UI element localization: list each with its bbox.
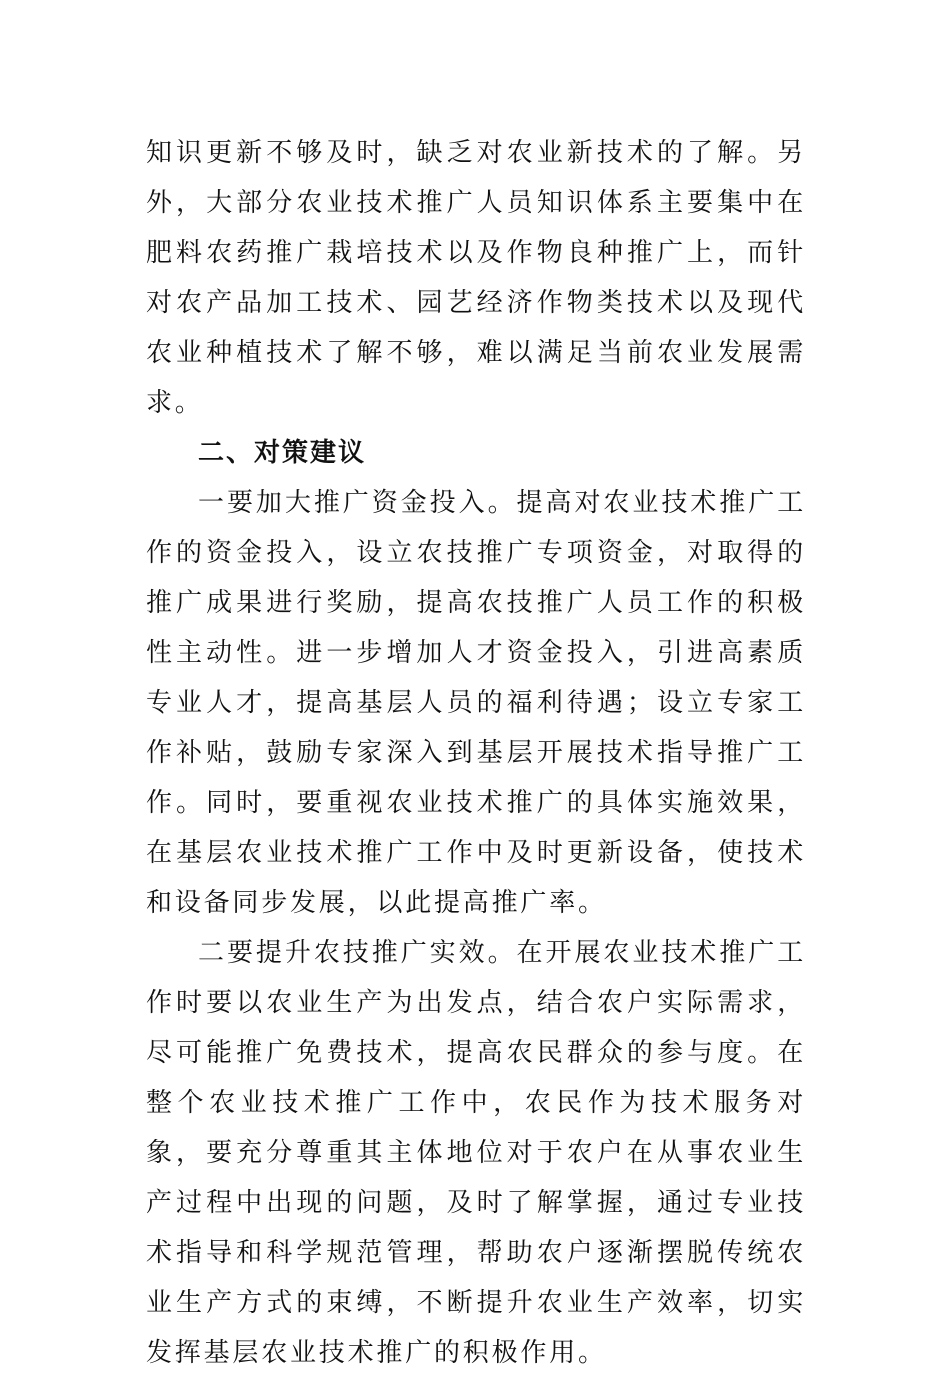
body-paragraph-effectiveness: 二要提升农技推广实效。在开展农业技术推广工作时要以农业生产为出发点，结合农户实际需求，尽可能推广免费技术，提高农民群众的参与度。在整个农业技术推广工作中，农民作为技术服务对象，要充分尊重其主体地位对于农户在从事农业生产过程中出现的问题，及时了解掌握，通过专业技术指导和科学规范管理，帮助农户逐渐摆脱传统农业生产方式的束缚，不断提升农业生产效率，切实发挥基层农业技术推广的积极作用。 <box>146 938 806 1368</box>
body-paragraph-continuation: 知识更新不够及时，缺乏对农业新技术的了解。另外，大部分农业技术推广人员知识体系主要集中在肥料农药推广栽培技术以及作物良种推广上，而针对农产品加工技术、园艺经济作物类技术以及现代农业种植技术了解不够，难以满足当前农业发展需求。 <box>146 138 806 418</box>
document-body <box>146 128 806 1378</box>
section-heading: 二、对策建议 <box>198 438 367 468</box>
body-paragraph-funding: 一要加大推广资金投入。提高对农业技术推广工作的资金投入，设立农技推广专项资金，对取得的推广成果进行奖励，提高农技推广人员工作的积极性主动性。进一步增加人才资金投入，引进高素质专业人才，提高基层人员的福利待遇；设立专家工作补贴，鼓励专家深入到基层开展技术指导推广工作。同时，要重视农业技术推广的具体实施效果，在基层农业技术推广工作中及时更新设备，使技术和设备同步发展，以此提高推广率。 <box>146 488 806 918</box>
